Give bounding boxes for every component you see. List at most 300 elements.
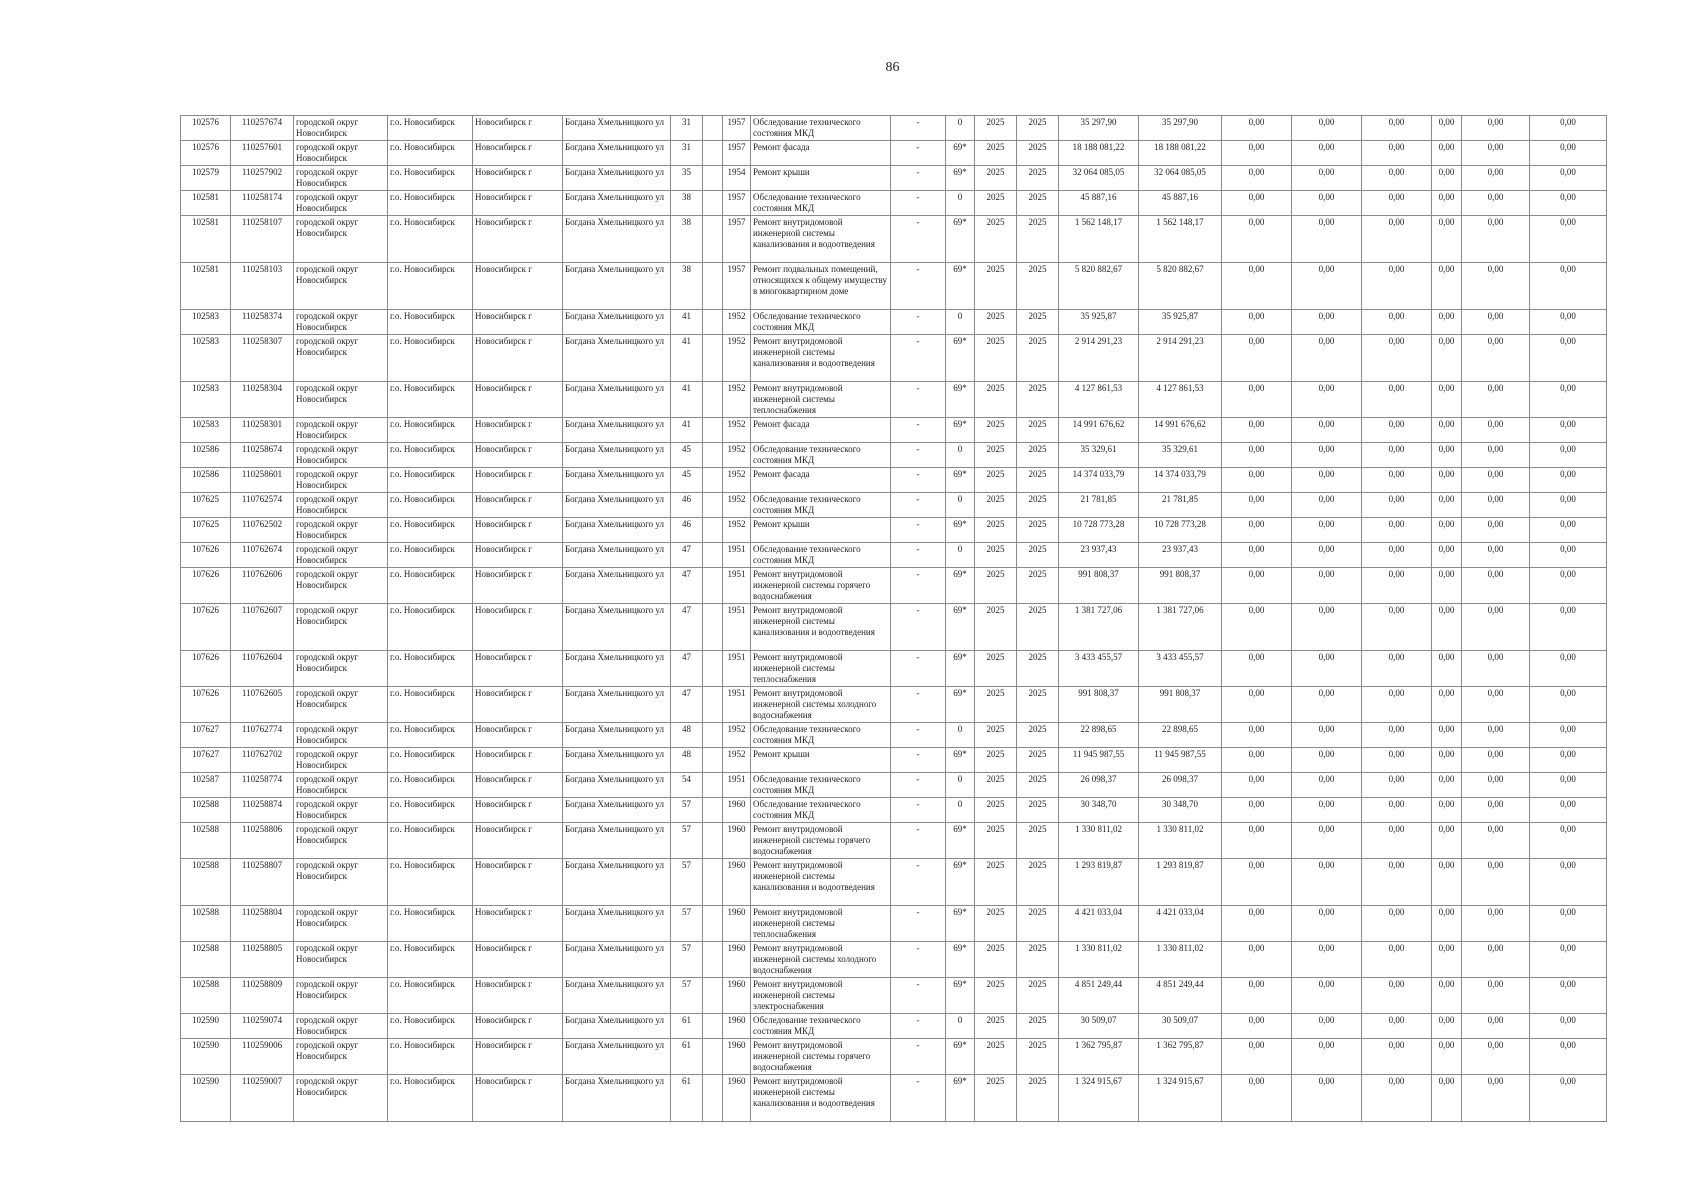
cell-year-end: 2025 [1017, 906, 1059, 942]
cell-cost-fund: 4 421 033,04 [1139, 906, 1222, 942]
cell-amount-5: 0,00 [1462, 166, 1530, 191]
cell-street: Богдана Хмельницкого ул [563, 978, 671, 1014]
cell-year-start: 2025 [975, 748, 1017, 773]
cell-year-end: 2025 [1017, 141, 1059, 166]
cell-building [703, 141, 723, 166]
cell-municipality: городской округ Новосибирск [294, 942, 388, 978]
cell-house-number: 38 [671, 216, 703, 263]
cell-amount-4: 0,00 [1432, 651, 1462, 687]
cell-amount-6: 0,00 [1530, 310, 1607, 335]
cell-year-end: 2025 [1017, 543, 1059, 568]
table-row [181, 141, 1607, 166]
cell-dash: - [891, 310, 946, 335]
cell-municipality: городской округ Новосибирск [294, 651, 388, 687]
cell-dash: - [891, 978, 946, 1014]
cell-year-end: 2025 [1017, 1075, 1059, 1122]
cell-district: г.о. Новосибирск [388, 518, 473, 543]
cell-district: г.о. Новосибирск [388, 263, 473, 310]
cell-district: г.о. Новосибирск [388, 604, 473, 651]
cell-building [703, 418, 723, 443]
cell-work-id: 110762574 [231, 493, 294, 518]
cell-settlement: Новосибирск г [473, 1014, 563, 1039]
cell-work-id: 110258809 [231, 978, 294, 1014]
cell-amount-3: 0,00 [1362, 191, 1432, 216]
cell-work-id: 110258806 [231, 823, 294, 859]
cell-street: Богдана Хмельницкого ул [563, 1075, 671, 1122]
cell-amount-4: 0,00 [1432, 823, 1462, 859]
cell-settlement: Новосибирск г [473, 216, 563, 263]
cell-dash: - [891, 518, 946, 543]
cell-work-type: Ремонт подвальных помещений, относящихся к общему имуществу в многоквартирном доме [751, 263, 891, 310]
cell-year-start: 2025 [975, 604, 1017, 651]
cell-dash: - [891, 748, 946, 773]
table-row [181, 604, 1607, 651]
cell-work-id: 110259074 [231, 1014, 294, 1039]
cell-building [703, 493, 723, 518]
cell-work-id: 110259007 [231, 1075, 294, 1122]
cell-district: г.о. Новосибирск [388, 191, 473, 216]
cell-amount-6: 0,00 [1530, 382, 1607, 418]
cell-amount-2: 0,00 [1292, 859, 1362, 906]
cell-amount-6: 0,00 [1530, 518, 1607, 543]
cell-street: Богдана Хмельницкого ул [563, 141, 671, 166]
cell-row-id: 107627 [181, 723, 231, 748]
cell-district: г.о. Новосибирск [388, 166, 473, 191]
cell-amount-2: 0,00 [1292, 310, 1362, 335]
cell-work-id: 110257674 [231, 116, 294, 141]
cell-settlement: Новосибирск г [473, 166, 563, 191]
table-row [181, 335, 1607, 382]
cell-district: г.о. Новосибирск [388, 1014, 473, 1039]
cell-year-start: 2025 [975, 823, 1017, 859]
cell-settlement: Новосибирск г [473, 310, 563, 335]
cell-year-end: 2025 [1017, 723, 1059, 748]
cell-work-id: 110258107 [231, 216, 294, 263]
cell-amount-2: 0,00 [1292, 141, 1362, 166]
cell-work-id: 110762774 [231, 723, 294, 748]
cell-amount-5: 0,00 [1462, 443, 1530, 468]
cell-cost-total: 1 293 819,87 [1059, 859, 1139, 906]
cell-work-type: Ремонт крыши [751, 518, 891, 543]
cell-amount-1: 0,00 [1222, 1014, 1292, 1039]
cell-building [703, 166, 723, 191]
cell-amount-1: 0,00 [1222, 116, 1292, 141]
cell-code: 0 [946, 310, 975, 335]
cell-year-built: 1951 [723, 604, 751, 651]
cell-dash: - [891, 1075, 946, 1122]
cell-district: г.о. Новосибирск [388, 335, 473, 382]
cell-district: г.о. Новосибирск [388, 798, 473, 823]
cell-year-built: 1954 [723, 166, 751, 191]
cell-year-end: 2025 [1017, 518, 1059, 543]
cell-amount-3: 0,00 [1362, 651, 1432, 687]
cell-work-id: 110762607 [231, 604, 294, 651]
cell-row-id: 102588 [181, 942, 231, 978]
cell-work-type: Ремонт внутридомовой инженерной системы канализования и водоотведения [751, 859, 891, 906]
cell-amount-3: 0,00 [1362, 141, 1432, 166]
cell-work-id: 110258874 [231, 798, 294, 823]
cell-year-start: 2025 [975, 335, 1017, 382]
cell-amount-4: 0,00 [1432, 141, 1462, 166]
cell-house-number: 47 [671, 543, 703, 568]
table-row [181, 798, 1607, 823]
cell-code: 69* [946, 382, 975, 418]
cell-work-type: Обследование технического состояния МКД [751, 310, 891, 335]
cell-amount-1: 0,00 [1222, 382, 1292, 418]
cell-work-type: Ремонт внутридомовой инженерной системы теплоснабжения [751, 651, 891, 687]
cell-amount-4: 0,00 [1432, 568, 1462, 604]
table-row [181, 382, 1607, 418]
cell-amount-6: 0,00 [1530, 823, 1607, 859]
cell-district: г.о. Новосибирск [388, 748, 473, 773]
cell-settlement: Новосибирск г [473, 263, 563, 310]
cell-year-built: 1952 [723, 493, 751, 518]
cell-amount-2: 0,00 [1292, 543, 1362, 568]
cell-work-type: Обследование технического состояния МКД [751, 798, 891, 823]
cell-year-built: 1960 [723, 1014, 751, 1039]
cell-code: 69* [946, 568, 975, 604]
cell-amount-6: 0,00 [1530, 687, 1607, 723]
cell-amount-4: 0,00 [1432, 382, 1462, 418]
cell-district: г.о. Новосибирск [388, 1075, 473, 1122]
cell-amount-3: 0,00 [1362, 468, 1432, 493]
cell-work-id: 110258804 [231, 906, 294, 942]
cell-year-end: 2025 [1017, 493, 1059, 518]
table-row [181, 1014, 1607, 1039]
cell-year-start: 2025 [975, 191, 1017, 216]
cell-amount-4: 0,00 [1432, 166, 1462, 191]
cell-cost-total: 32 064 085,05 [1059, 166, 1139, 191]
cell-amount-2: 0,00 [1292, 1039, 1362, 1075]
cell-code: 69* [946, 651, 975, 687]
cell-cost-fund: 991 808,37 [1139, 568, 1222, 604]
cell-street: Богдана Хмельницкого ул [563, 906, 671, 942]
cell-house-number: 48 [671, 748, 703, 773]
cell-cost-total: 4 127 861,53 [1059, 382, 1139, 418]
cell-amount-3: 0,00 [1362, 518, 1432, 543]
cell-amount-3: 0,00 [1362, 216, 1432, 263]
cell-work-id: 110258307 [231, 335, 294, 382]
cell-settlement: Новосибирск г [473, 1039, 563, 1075]
cell-cost-total: 1 362 795,87 [1059, 1039, 1139, 1075]
cell-amount-6: 0,00 [1530, 942, 1607, 978]
cell-amount-2: 0,00 [1292, 978, 1362, 1014]
cell-amount-4: 0,00 [1432, 859, 1462, 906]
cell-cost-total: 1 324 915,67 [1059, 1075, 1139, 1122]
cell-house-number: 41 [671, 382, 703, 418]
cell-street: Богдана Хмельницкого ул [563, 443, 671, 468]
cell-amount-1: 0,00 [1222, 335, 1292, 382]
cell-row-id: 102588 [181, 859, 231, 906]
cell-municipality: городской округ Новосибирск [294, 518, 388, 543]
cell-dash: - [891, 263, 946, 310]
cell-amount-3: 0,00 [1362, 418, 1432, 443]
cell-amount-3: 0,00 [1362, 443, 1432, 468]
cell-amount-2: 0,00 [1292, 518, 1362, 543]
cell-district: г.о. Новосибирск [388, 568, 473, 604]
cell-work-type: Ремонт крыши [751, 748, 891, 773]
cell-amount-2: 0,00 [1292, 823, 1362, 859]
cell-amount-2: 0,00 [1292, 263, 1362, 310]
cell-work-id: 110258174 [231, 191, 294, 216]
cell-municipality: городской округ Новосибирск [294, 1039, 388, 1075]
cell-street: Богдана Хмельницкого ул [563, 216, 671, 263]
cell-code: 69* [946, 468, 975, 493]
cell-amount-1: 0,00 [1222, 543, 1292, 568]
cell-settlement: Новосибирск г [473, 493, 563, 518]
cell-cost-fund: 991 808,37 [1139, 687, 1222, 723]
cell-dash: - [891, 687, 946, 723]
cell-building [703, 335, 723, 382]
cell-cost-total: 35 297,90 [1059, 116, 1139, 141]
cell-year-built: 1960 [723, 798, 751, 823]
cell-year-built: 1960 [723, 823, 751, 859]
cell-code: 69* [946, 1075, 975, 1122]
cell-work-id: 110258304 [231, 382, 294, 418]
cell-cost-fund: 30 509,07 [1139, 1014, 1222, 1039]
cell-street: Богдана Хмельницкого ул [563, 748, 671, 773]
cell-dash: - [891, 191, 946, 216]
cell-cost-total: 21 781,85 [1059, 493, 1139, 518]
cell-amount-6: 0,00 [1530, 443, 1607, 468]
cell-amount-5: 0,00 [1462, 141, 1530, 166]
cell-amount-1: 0,00 [1222, 310, 1292, 335]
cell-cost-total: 22 898,65 [1059, 723, 1139, 748]
cell-row-id: 102583 [181, 310, 231, 335]
cell-amount-1: 0,00 [1222, 859, 1292, 906]
cell-house-number: 35 [671, 166, 703, 191]
cell-cost-total: 1 381 727,06 [1059, 604, 1139, 651]
table-row [181, 1075, 1607, 1122]
cell-work-type: Ремонт внутридомовой инженерной системы канализования и водоотведения [751, 216, 891, 263]
cell-street: Богдана Хмельницкого ул [563, 823, 671, 859]
cell-settlement: Новосибирск г [473, 1075, 563, 1122]
cell-cost-fund: 1 293 819,87 [1139, 859, 1222, 906]
cell-code: 0 [946, 543, 975, 568]
cell-dash: - [891, 543, 946, 568]
cell-settlement: Новосибирск г [473, 748, 563, 773]
cell-municipality: городской округ Новосибирск [294, 1014, 388, 1039]
cell-amount-3: 0,00 [1362, 335, 1432, 382]
cell-cost-total: 5 820 882,67 [1059, 263, 1139, 310]
cell-municipality: городской округ Новосибирск [294, 418, 388, 443]
table-row [181, 116, 1607, 141]
cell-municipality: городской округ Новосибирск [294, 166, 388, 191]
cell-municipality: городской округ Новосибирск [294, 568, 388, 604]
cell-code: 69* [946, 906, 975, 942]
cell-amount-1: 0,00 [1222, 687, 1292, 723]
cell-building [703, 823, 723, 859]
cell-year-start: 2025 [975, 166, 1017, 191]
cell-code: 69* [946, 823, 975, 859]
cell-amount-3: 0,00 [1362, 1075, 1432, 1122]
cell-amount-6: 0,00 [1530, 773, 1607, 798]
cell-amount-3: 0,00 [1362, 798, 1432, 823]
cell-building [703, 263, 723, 310]
cell-code: 69* [946, 418, 975, 443]
cell-amount-5: 0,00 [1462, 604, 1530, 651]
cell-dash: - [891, 418, 946, 443]
cell-row-id: 107626 [181, 543, 231, 568]
cell-amount-1: 0,00 [1222, 166, 1292, 191]
cell-amount-4: 0,00 [1432, 1014, 1462, 1039]
cell-code: 69* [946, 141, 975, 166]
cell-code: 69* [946, 166, 975, 191]
cell-year-built: 1952 [723, 468, 751, 493]
cell-amount-1: 0,00 [1222, 978, 1292, 1014]
cell-amount-6: 0,00 [1530, 748, 1607, 773]
cell-row-id: 102588 [181, 978, 231, 1014]
cell-year-start: 2025 [975, 216, 1017, 263]
cell-district: г.о. Новосибирск [388, 942, 473, 978]
cell-work-type: Обследование технического состояния МКД [751, 191, 891, 216]
cell-building [703, 116, 723, 141]
cell-amount-4: 0,00 [1432, 687, 1462, 723]
cell-amount-4: 0,00 [1432, 773, 1462, 798]
cell-amount-2: 0,00 [1292, 493, 1362, 518]
cell-amount-3: 0,00 [1362, 978, 1432, 1014]
cell-municipality: городской округ Новосибирск [294, 823, 388, 859]
page-number: 86 [885, 60, 900, 75]
cell-settlement: Новосибирск г [473, 568, 563, 604]
cell-house-number: 57 [671, 942, 703, 978]
cell-amount-6: 0,00 [1530, 978, 1607, 1014]
cell-street: Богдана Хмельницкого ул [563, 310, 671, 335]
cell-row-id: 107627 [181, 748, 231, 773]
repair-program-table [180, 115, 1607, 1122]
cell-year-end: 2025 [1017, 191, 1059, 216]
cell-row-id: 102583 [181, 382, 231, 418]
cell-cost-fund: 1 324 915,67 [1139, 1075, 1222, 1122]
cell-amount-3: 0,00 [1362, 687, 1432, 723]
cell-amount-1: 0,00 [1222, 191, 1292, 216]
cell-cost-total: 14 374 033,79 [1059, 468, 1139, 493]
cell-year-end: 2025 [1017, 687, 1059, 723]
cell-amount-5: 0,00 [1462, 418, 1530, 443]
cell-work-type: Ремонт фасада [751, 418, 891, 443]
cell-building [703, 978, 723, 1014]
cell-amount-5: 0,00 [1462, 468, 1530, 493]
cell-settlement: Новосибирск г [473, 687, 563, 723]
cell-house-number: 47 [671, 651, 703, 687]
table-row [181, 443, 1607, 468]
cell-work-type: Ремонт внутридомовой инженерной системы теплоснабжения [751, 906, 891, 942]
cell-cost-total: 3 433 455,57 [1059, 651, 1139, 687]
cell-amount-3: 0,00 [1362, 748, 1432, 773]
cell-year-start: 2025 [975, 798, 1017, 823]
cell-amount-5: 0,00 [1462, 748, 1530, 773]
cell-work-type: Ремонт внутридомовой инженерной системы горячего водоснабжения [751, 823, 891, 859]
cell-amount-3: 0,00 [1362, 568, 1432, 604]
cell-settlement: Новосибирск г [473, 906, 563, 942]
cell-building [703, 748, 723, 773]
cell-district: г.о. Новосибирск [388, 906, 473, 942]
cell-district: г.о. Новосибирск [388, 543, 473, 568]
cell-year-built: 1951 [723, 568, 751, 604]
cell-cost-total: 1 330 811,02 [1059, 823, 1139, 859]
cell-cost-fund: 35 297,90 [1139, 116, 1222, 141]
cell-row-id: 102588 [181, 823, 231, 859]
cell-amount-6: 0,00 [1530, 604, 1607, 651]
cell-house-number: 57 [671, 906, 703, 942]
cell-settlement: Новосибирск г [473, 335, 563, 382]
cell-year-built: 1951 [723, 773, 751, 798]
cell-amount-3: 0,00 [1362, 493, 1432, 518]
cell-cost-total: 30 348,70 [1059, 798, 1139, 823]
cell-year-start: 2025 [975, 1039, 1017, 1075]
cell-amount-2: 0,00 [1292, 773, 1362, 798]
cell-amount-2: 0,00 [1292, 335, 1362, 382]
cell-row-id: 102588 [181, 906, 231, 942]
cell-dash: - [891, 468, 946, 493]
cell-house-number: 57 [671, 823, 703, 859]
cell-building [703, 651, 723, 687]
cell-work-type: Обследование технического состояния МКД [751, 116, 891, 141]
cell-year-built: 1952 [723, 518, 751, 543]
cell-row-id: 102581 [181, 191, 231, 216]
cell-row-id: 102586 [181, 443, 231, 468]
cell-amount-4: 0,00 [1432, 263, 1462, 310]
cell-building [703, 723, 723, 748]
cell-building [703, 687, 723, 723]
cell-district: г.о. Новосибирск [388, 468, 473, 493]
cell-work-id: 110762604 [231, 651, 294, 687]
cell-amount-4: 0,00 [1432, 748, 1462, 773]
cell-amount-5: 0,00 [1462, 687, 1530, 723]
cell-cost-fund: 2 914 291,23 [1139, 335, 1222, 382]
cell-year-start: 2025 [975, 1075, 1017, 1122]
cell-amount-6: 0,00 [1530, 493, 1607, 518]
cell-year-built: 1960 [723, 859, 751, 906]
cell-work-type: Обследование технического состояния МКД [751, 723, 891, 748]
cell-year-end: 2025 [1017, 382, 1059, 418]
cell-cost-total: 4 851 249,44 [1059, 978, 1139, 1014]
cell-municipality: городской округ Новосибирск [294, 493, 388, 518]
cell-building [703, 191, 723, 216]
cell-amount-5: 0,00 [1462, 191, 1530, 216]
cell-building [703, 1039, 723, 1075]
cell-amount-4: 0,00 [1432, 443, 1462, 468]
cell-code: 0 [946, 191, 975, 216]
cell-year-start: 2025 [975, 859, 1017, 906]
cell-street: Богдана Хмельницкого ул [563, 568, 671, 604]
cell-cost-total: 45 887,16 [1059, 191, 1139, 216]
cell-amount-4: 0,00 [1432, 418, 1462, 443]
cell-house-number: 31 [671, 141, 703, 166]
cell-cost-fund: 32 064 085,05 [1139, 166, 1222, 191]
cell-municipality: городской округ Новосибирск [294, 443, 388, 468]
cell-district: г.о. Новосибирск [388, 1039, 473, 1075]
cell-house-number: 45 [671, 468, 703, 493]
cell-house-number: 41 [671, 310, 703, 335]
cell-year-start: 2025 [975, 568, 1017, 604]
cell-year-end: 2025 [1017, 418, 1059, 443]
cell-year-end: 2025 [1017, 651, 1059, 687]
cell-amount-6: 0,00 [1530, 191, 1607, 216]
table-row [181, 773, 1607, 798]
cell-amount-2: 0,00 [1292, 382, 1362, 418]
cell-row-id: 102583 [181, 418, 231, 443]
cell-amount-5: 0,00 [1462, 773, 1530, 798]
cell-district: г.о. Новосибирск [388, 493, 473, 518]
cell-dash: - [891, 443, 946, 468]
cell-work-type: Ремонт фасада [751, 468, 891, 493]
cell-row-id: 102586 [181, 468, 231, 493]
cell-year-start: 2025 [975, 942, 1017, 978]
cell-work-type: Ремонт внутридомовой инженерной системы холодного водоснабжения [751, 687, 891, 723]
cell-amount-2: 0,00 [1292, 116, 1362, 141]
cell-cost-fund: 14 991 676,62 [1139, 418, 1222, 443]
